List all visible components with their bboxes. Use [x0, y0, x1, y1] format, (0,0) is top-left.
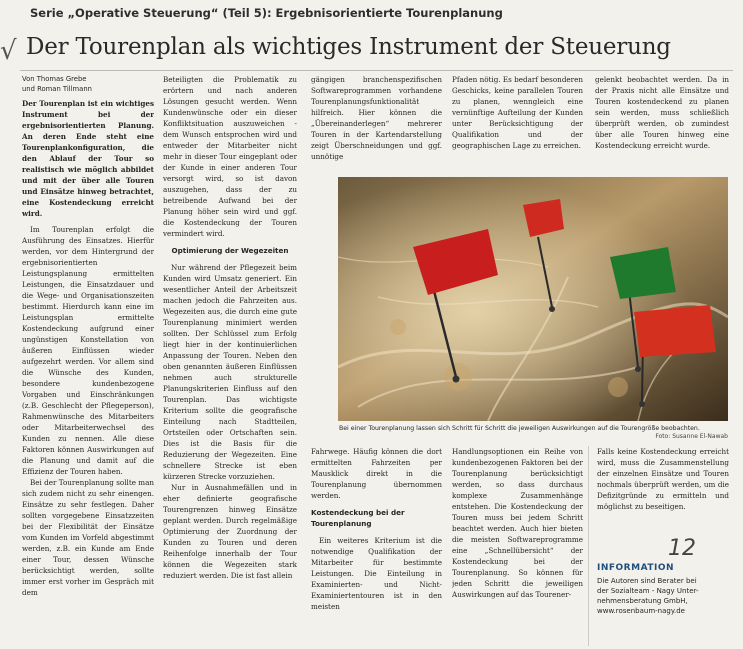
article-photo-map-with-pins: [338, 177, 728, 421]
body-paragraph: Im Tourenplan erfolgt die Ausführung des Einsatzes. Hierfür werden, vor dem Hintergrund der ergebnisorientierten Leistungsplanung ermittelten Leistungen, die Einsatzdauer und die Wege- und Organisationszeiten bestimmt. Hierdurch kann eine im Leistungsplan ermittelte Kostendeckung aufgrund einer ungünstigen Konstellation von äußeren Einflüssen wieder aufgezehrt werden. Vor allem sind die Wünsche des Kunden, besondere kundenbezogene Vorgaben und Einschränkungen (z.B. Geschlecht der Pflegeperson), Rahmenwünsche des Mitarbeiters oder Mitarbeiterwechsel des Kunden zu nennen. Alle diese Faktoren können Auswirkungen auf die Planung und damit auf die Effizienz der Touren haben.: [22, 225, 154, 476]
article-headline: Der Tourenplan als wichtiges Instrument der Steuerung: [26, 34, 671, 60]
lead-paragraph: Der Tourenplan ist ein wichtiges Instrument bei der ergebnisorientierten Planung. An deren Ende steht eine Tourenplankonfiguration, die den Ablauf der Tour so realistisch wie möglich abbildet und mit der über alle Touren und Einsätze hinweg betrachtet, eine Kostendeckung erreicht wird.: [22, 99, 154, 218]
body-paragraph: Falls keine Kostendeckung erreicht wird, muss die Zusammenstellung der einzelnen Einsätze und Touren nochmals überprüft werden, um die Defizitgründe zu ermitteln und möglichst zu beseitigen.: [597, 447, 729, 511]
column-4-bottom: [452, 446, 583, 649]
author-line-1: Von Thomas Grebe: [22, 75, 87, 83]
body-paragraph: gelenkt beobachtet werden. Da in der Praxis nicht alle Einsätze und Touren kostendeckend zu planen sein werden, muss schließlich überprüft werden, ob zumindest über alle Touren hinweg eine Kostendeckung erreicht wurde.: [595, 75, 729, 150]
body-paragraph: Nur während der Pflegezeit beim Kunden wird Umsatz generiert. Ein wesentlicher Anteil der Arbeitszeit machen jedoch die Fahrzeiten aus. Wegezeiten aus, die durch eine gute Tourenplanung minimiert werden sollten. Der Schlüssel zum Erfolg liegt hier in der kontinuierlichen Anpassung der Touren. Neben den oben genannten äußeren Einflüssen nehmen auch strukturelle Planungskriterien Einfluss auf den Tourenplan. Das wichtigste Kriterium sollte die geografische Einteilung nach Stadtteilen, Ortsteilen oder Ortschaften sein. Dies ist die Basis für die Reduzierung der Wegezeiten. Eine schnellere Strecke ist eben kürzeren Strecke vorzuziehen.: [163, 263, 297, 481]
handwritten-check-mark: √: [0, 36, 17, 66]
column-3-bottom: [311, 446, 442, 649]
author-line: [22, 74, 154, 94]
body-paragraph: Handlungsoptionen ein Reihe von kundenbezogenen Faktoren bei der Tourenplanung berücksichtigt werden, so dass durchaus komplexe Zusammenhänge entstehen. Die Kostendeckung der Touren muss bei jedem Schritt beachtet werden. Auch hier bieten die meisten Softwareprogramme eine „Schnellübersicht“ der Kostendeckung bei der Tourenplanung. So können für jeden Schritt die jeweiligen Auswirkungen auf das Tourener-: [452, 447, 583, 599]
column-separator: [588, 446, 589, 646]
map-pins-illustration: [338, 177, 728, 421]
column-4-top: [452, 74, 583, 174]
body-paragraph: Fahrwege. Häufig können die dort ermittelten Fahrzeiten per Mausklick direkt in die Tourenplanung übernommen werden.: [311, 447, 442, 500]
photo-caption: Bei einer Tourenplanung lassen sich Schritt für Schritt die jeweiligen Auswirkungen auf die Tourengröße beobachten.: [339, 425, 700, 432]
info-box: [597, 563, 729, 616]
photo-credit: Foto: Susanne El-Nawab: [655, 433, 728, 440]
handwritten-page-number: 12: [668, 536, 696, 561]
body-paragraph: Ein weiteres Kriterium ist die notwendige Qualifikation der Mitarbeiter für bestimmte Leistungen. Die Einteilung in Examinierten- und Nicht-Examiniertentouren ist in den meisten: [311, 536, 442, 611]
info-title: INFORMATION: [597, 563, 675, 573]
headline-rule: [20, 70, 733, 71]
subheading-kostendeckung: Kostendeckung bei der Tourenplanung: [311, 508, 405, 528]
column-3-top: [311, 74, 442, 174]
body-paragraph: gängigen branchenspezifischen Softwareprogrammen vorhandene Tourenplanungsfunktionalität hilfreich. Hier können die „Übereinanderlegen“ mehrerer Touren in der Kartendarstellung zeigt Überschneidungen und ggf. unnötige: [311, 75, 442, 161]
column-1: [22, 74, 154, 649]
body-paragraph: Nur in Ausnahmefällen und in eher definierte geografische Tourengrenzen hinweg Einsätze geplant werden. Durch regelmäßige Optimierung der Zuordnung der Kunden zu Touren und deren Reihenfolge innerhalb der Tour können die Wegezeiten stark reduziert werden. Die ist fast allein: [163, 483, 297, 580]
author-line-2: und Roman Tillmann: [22, 85, 92, 93]
info-line: der Sozialteam - Nagy Unter-: [597, 587, 699, 595]
info-link[interactable]: www.rosenbaum-nagy.de: [597, 607, 685, 615]
info-text: [597, 576, 729, 616]
column-5-top: [595, 74, 729, 174]
body-paragraph: Pfaden nötig. Es bedarf besonderen Geschicks, keine parallelen Touren zu planen, wenngleich eine vernünftige Aufteilung der Kunden unter Berücksichtigung der Qualifikation und der geographischen Lage zu erreichen.: [452, 75, 583, 150]
body-paragraph: Bei der Tourenplanung sollte man sich zudem nicht zu sehr einengen. Einsätze zu sehr festlegen. Daher sollten vorgegebene Einsatzzeiten bei der Flexibilität der Einsätze vom Kunden im Vorfeld abgestimmt werden, z.B. ein Kunde am Ende einer Tour, dessen Wünsche berücksichtigt werden, sollte immer erst vorher im Gespräch mit dem: [22, 478, 154, 597]
info-line: Die Autoren sind Berater bei: [597, 577, 697, 585]
series-kicker: Serie „Operative Steuerung“ (Teil 5): Ergebnisorientierte Tourenplanung: [30, 6, 503, 20]
column-5-bottom: [597, 446, 729, 556]
body-paragraph: Beteiligten die Problematik zu erörtern und nach anderen Lösungen gesucht werden. Wenn Kundenwünsche oder ein dieser Konfliktsituation auszuweichen - dem Wunsch entsprochen wird und entweder der Mitarbeiter nicht mehr in dieser Tour eingeplant oder der Kunde in einer anderen Tour versorgt wird, so ist davon auszugehen, dass der zu betreibende Aufwand bei der Planung höher sein wird und ggf. die Kostendeckung der Touren vermindert wird.: [163, 75, 297, 238]
subheading-wegezeiten: Optimierung der Wegezeiten: [171, 246, 289, 255]
column-2: [163, 74, 297, 649]
info-line: nehmensberatung GmbH,: [597, 597, 688, 605]
